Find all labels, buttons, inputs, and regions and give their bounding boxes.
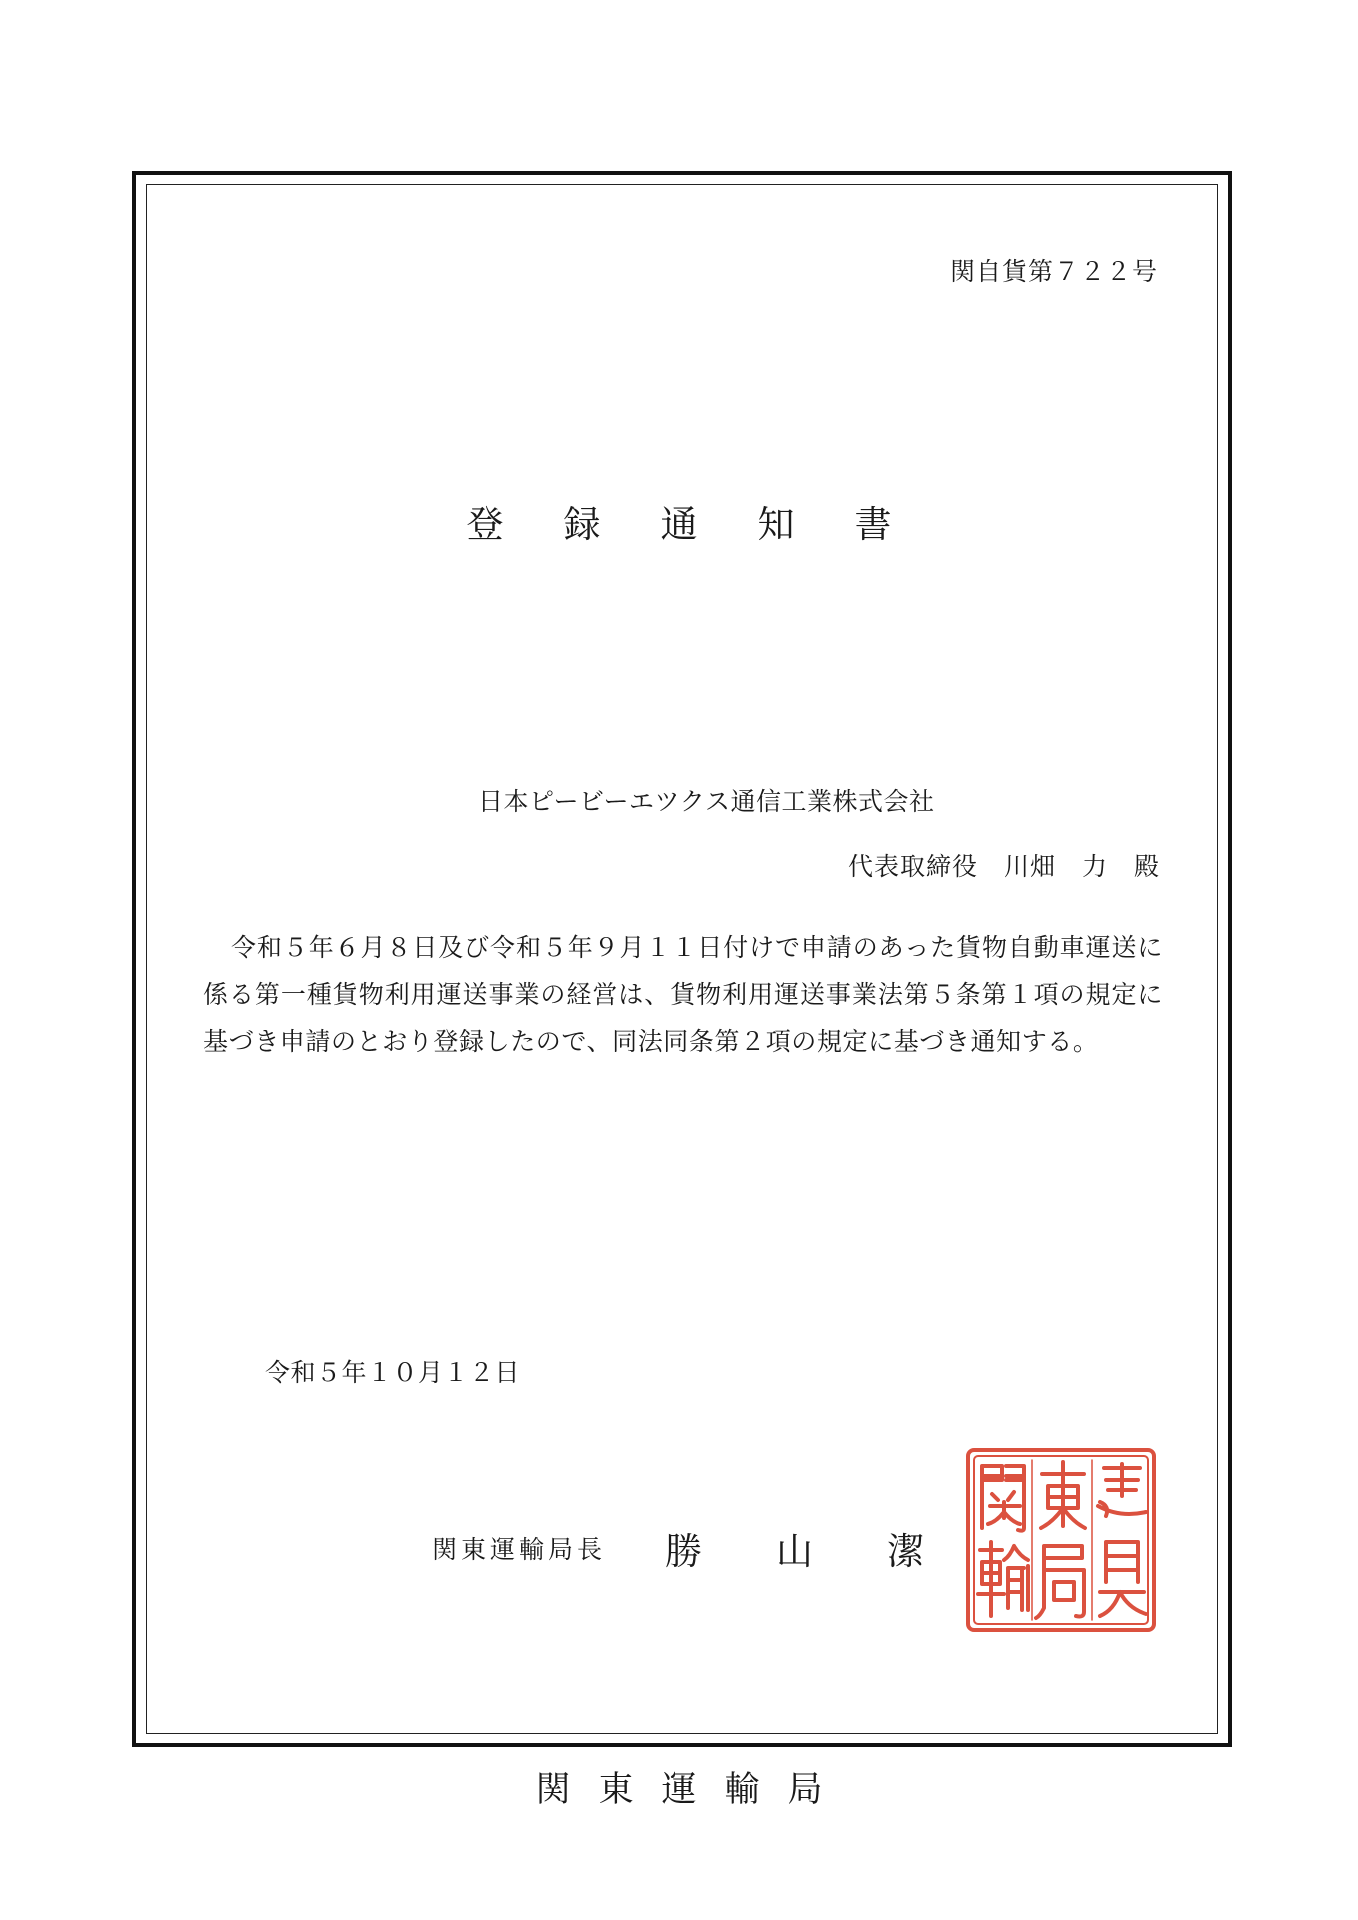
addressee-company: 日本ピービーエツクス通信工業株式会社 <box>478 787 935 816</box>
signatory-title: 関東運輸局長 <box>432 1535 607 1564</box>
issue-date: 令和５年１０月１２日 <box>265 1358 521 1387</box>
document-number: 関自貨第７２２号 <box>949 257 1158 286</box>
document-title: 登録通知書 <box>466 503 952 546</box>
official-seal <box>964 1446 1158 1634</box>
addressee-representative: 代表取締役 川畑 力 殿 <box>847 852 1160 881</box>
notice-body: 令和５年６月８日及び令和５年９月１１日付けで申請のあった貨物自動車運送に係る第一種貨物利用運送事業の経営は、貨物利用運送事業法第５条第１項の規定に基づき申請のとおり登録したので、同法同条第２項の規定に基づき通知する。 <box>203 933 1163 1056</box>
issuing-authority: 関東運輸局 <box>535 1770 851 1810</box>
signatory-name: 勝 山 潔 <box>665 1530 924 1573</box>
